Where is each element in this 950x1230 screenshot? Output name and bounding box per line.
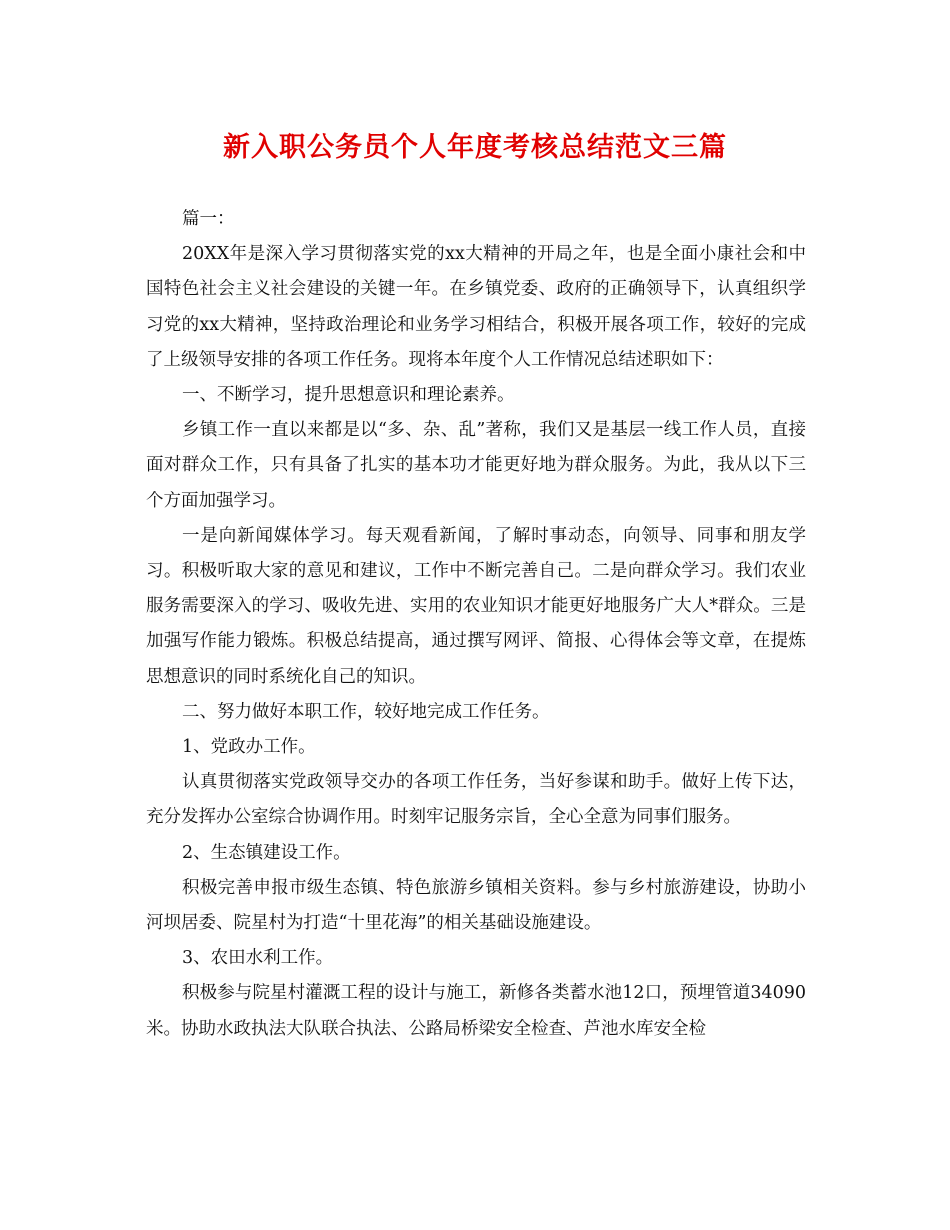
paragraph-learning: 乡镇工作一直以来都是以“多、杂、乱”著称，我们又是基层一线工作人员，直接面对群众工作，只有具备了扎实的基本功才能更好地为群众服务。为此，我从以下三个方面加强学习。 [146, 420, 806, 511]
paragraph-heading-2: 二、努力做好本职工作，较好地完成工作任务。 [182, 701, 550, 722]
paragraph-subheading-1: 1、党政办工作。 [182, 737, 316, 758]
paragraph-subheading-3: 3、农田水利工作。 [182, 948, 334, 969]
paragraph-eco-town: 积极完善申报市级生态镇、特色旅游乡镇相关资料。参与乡村旅游建设，协助小河坝居委、院星村为打造“十里花海”的相关基础设施建设。 [146, 877, 806, 934]
paragraph-office-work: 认真贯彻落实党政领导交办的各项工作任务，当好参谋和助手。做好上传下达，充分发挥办公室综合协调作用。时刻牢记服务宗旨，全心全意为同事们服务。 [146, 772, 806, 828]
paragraph-intro: 20XX年是深入学习贯彻落实党的xx大精神的开局之年，也是全面小康社会和中国特色社会主义社会建设的关键一年。在乡镇党委、政府的正确领导下，认真组织学习党的xx大精神，坚持政治理论和业务学习相结合，积极开展各项工作，较好的完成了上级领导安排的各项工作任务。现将本年度个人工作情况总结述职如下： [146, 244, 806, 370]
document-body [146, 202, 806, 1047]
paragraph-subheading-2: 2、生态镇建设工作。 [182, 842, 351, 863]
document-title: 新入职公务员个人年度考核总结范文三篇 [223, 132, 727, 163]
paragraph-heading-1: 一、不断学习，提升思想意识和理论素养。 [182, 385, 515, 406]
paragraph-learning-methods: 一是向新闻媒体学习。每天观看新闻，了解时事动态，向领导、同事和朋友学习。积极听取大家的意见和建议，工作中不断完善自己。二是向群众学习。我们农业服务需要深入的学习、吸收先进、实用的农业知识才能更好地服务广大人*群众。三是加强写作能力锻炼。积极总结提高，通过撰写网评、简报、心得体会等文章，在提炼思想意识的同时系统化自己的知识。 [146, 525, 806, 687]
paragraph-irrigation: 积极参与院星村灌溉工程的设计与施工，新修各类蓄水池12口，预埋管道34090米。协助水政执法大队联合执法、公路局桥梁安全检查、芦池水库安全检 [146, 983, 806, 1039]
paragraph-section-heading: 篇一： [182, 209, 235, 229]
